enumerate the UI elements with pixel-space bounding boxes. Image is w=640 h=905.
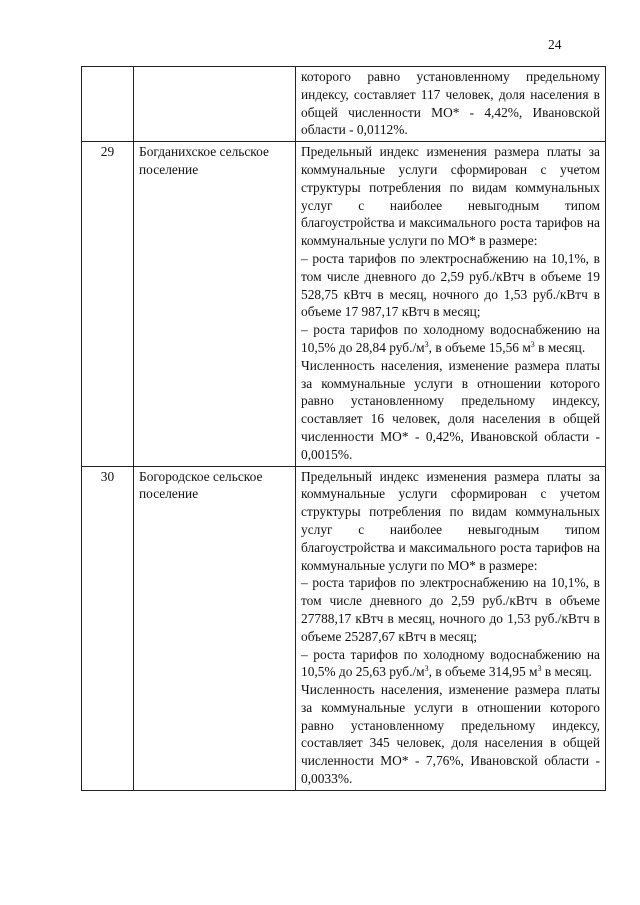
table-row-30 xyxy=(82,466,606,790)
index-intro-paragraph: Предельный индекс изменения размера платы за коммунальные услуги сформирован с учетом структуры потребления по видам коммунальных услуг с наиболее невыгодным типом благоустройства и максимального роста тарифов на коммунальные услуги по МО* в размере: xyxy=(301,144,600,249)
tariff-index-table xyxy=(81,66,606,791)
municipality-name-cell: Богданихское сельское поселение xyxy=(134,142,296,466)
water-text-a: – роста тарифов по холодному водоснабжению на 10,5% до 28,84 руб./м xyxy=(301,322,600,355)
water-text-c: в месяц. xyxy=(534,339,586,355)
water-text-b: , в объеме 314,95 м xyxy=(428,664,538,680)
water-text-c: в месяц. xyxy=(541,664,592,680)
index-intro-paragraph: Предельный индекс изменения размера платы за коммунальные услуги сформирован с учетом структуры потребления по видам коммунальных услуг с наиболее невыгодным типом благоустройства и максимального роста тарифов на коммунальные услуги по МО* в размере: xyxy=(301,468,600,573)
electricity-paragraph: – роста тарифов по электроснабжению на 10,1%, в том числе дневного до 2,59 руб./кВтч в объеме 27788,17 кВтч в месяц, ночного до 1,53 руб./кВтч в объеме 25287,67 кВтч в месяц; xyxy=(301,575,600,644)
municipality-name-cell xyxy=(134,67,296,142)
water-paragraph xyxy=(301,646,600,682)
superscript: 3 xyxy=(424,339,429,349)
water-text-b: , в объеме 15,56 м xyxy=(428,339,531,355)
table-row-29 xyxy=(82,142,606,466)
population-paragraph: Численность населения, изменение размера платы за коммунальные услуги в отношении которого равно установленному предельному индексу, составляет 345 человек, доля населения в общей численности МО* - 7,76%, Ивановской области - 0,0033%. xyxy=(301,682,600,787)
population-paragraph: Численность населения, изменение размера платы за коммунальные услуги в отношении которого равно установленному предельному индексу, составляет 16 человек, доля населения в общей численности МО* - 0,42%, Ивановской области - 0,0015%. xyxy=(301,357,600,462)
row-number-cell: 30 xyxy=(82,466,134,790)
water-text-a: – роста тарифов по холодному водоснабжению на 10,5% до 25,63 руб./м xyxy=(301,646,600,680)
description-cell xyxy=(296,142,606,466)
municipality-name-cell: Богородское сельское поселение xyxy=(134,466,296,790)
superscript: 3 xyxy=(530,339,535,349)
superscript: 3 xyxy=(424,664,429,674)
row-number-cell xyxy=(82,67,134,142)
description-cell xyxy=(296,67,606,142)
electricity-paragraph: – роста тарифов по электроснабжению на 10,1%, в том числе дневного до 2,59 руб./кВтч в объеме 19 528,75 кВтч в месяц, ночного до 1,53 руб./кВтч в объеме 17 987,17 кВтч в месяц; xyxy=(301,250,600,320)
table-row-continuation xyxy=(82,67,606,142)
superscript: 3 xyxy=(537,664,542,674)
population-paragraph: которого равно установленному предельному индексу, составляет 117 человек, доля населения в общей численности МО* - 4,42%, Ивановской области - 0,0112%. xyxy=(301,69,600,138)
description-cell xyxy=(296,466,606,790)
page-number: 24 xyxy=(548,37,562,52)
row-number-cell: 29 xyxy=(82,142,134,466)
water-paragraph xyxy=(301,321,600,357)
